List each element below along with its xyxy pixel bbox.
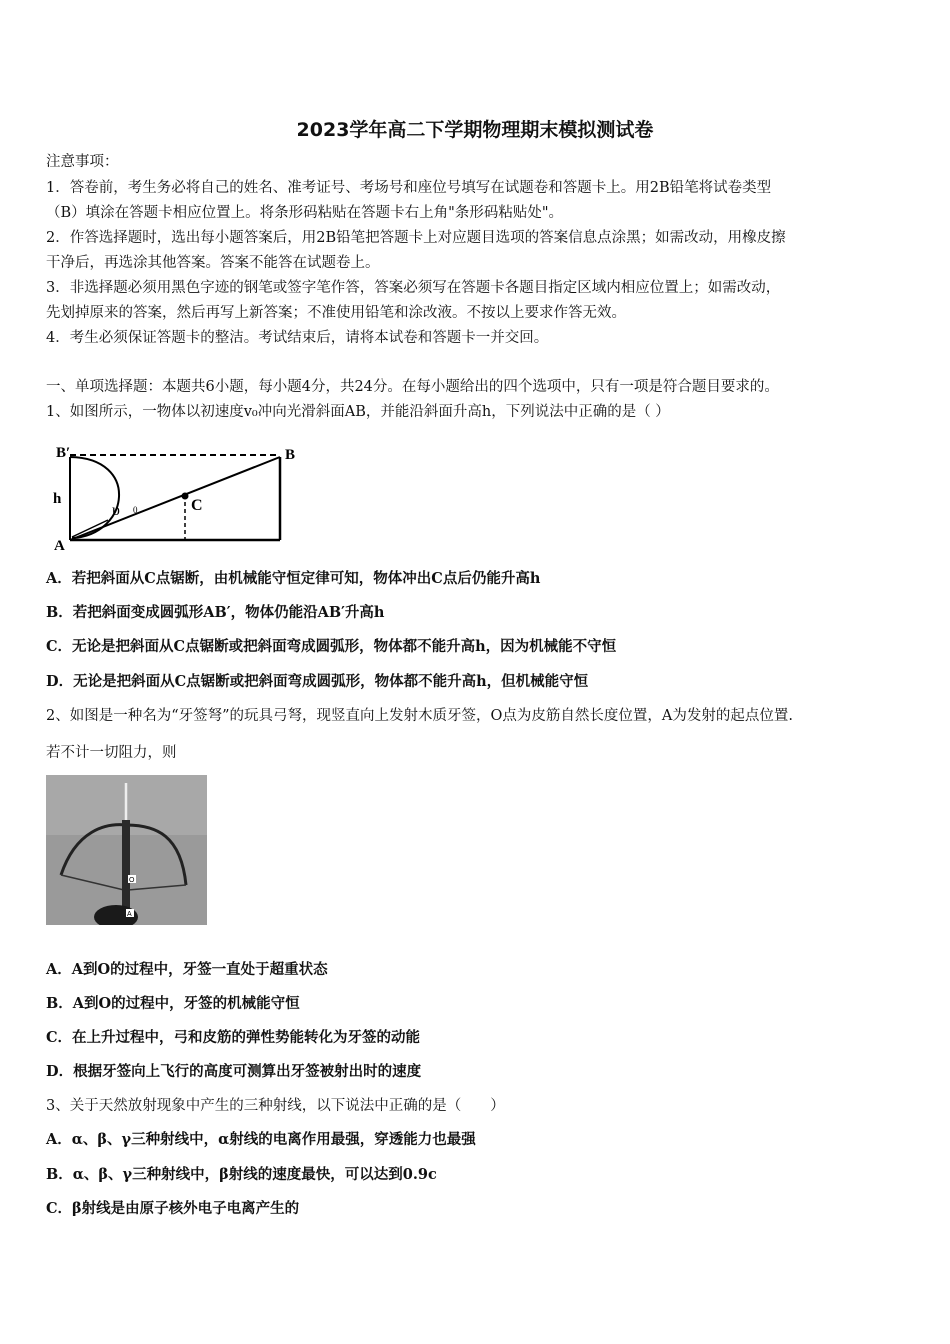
question-2-stem-continued: 若不计一切阻力，则 (46, 745, 177, 761)
q2-option-a: A．A到O的过程中，牙签一直处于超重状态 (46, 961, 328, 978)
q1-option-a: A．若把斜面从C点锯断，由机械能守恒定律可知，物体冲出C点后仍能升高h (46, 570, 541, 587)
label-v: υ (112, 502, 120, 519)
notice-line: 干净后，再选涂其他答案。答案不能答在试题卷上。 (46, 255, 380, 271)
label-b: B (285, 447, 296, 463)
notice-heading: 注意事项： (46, 154, 119, 170)
q3-option-b: B．α、β、γ三种射线中，β射线的速度最快，可以达到0.9c (46, 1166, 437, 1183)
point-c-dot (182, 493, 189, 500)
incline-figure (50, 440, 310, 555)
crossbow-stock (122, 820, 130, 920)
page-title: 2023学年高二下学期物理期末模拟测试卷 (296, 119, 654, 141)
q1-option-c: C．无论是把斜面从C点锯断或把斜面弯成圆弧形，物体都不能升高h，因为机械能不守恒 (46, 638, 617, 655)
crossbow-drawing (46, 775, 207, 925)
q3-option-c: C．β射线是由原子核外电子电离产生的 (46, 1200, 300, 1217)
notice-line: 3．非选择题必须用黑色字迹的钢笔或签字笔作答，答案必须写在答题卡各题目指定区域内相应位置上；如需改动， (46, 280, 781, 296)
label-c: C (191, 497, 203, 514)
section-heading: 一、单项选择题：本题共6小题，每小题4分，共24分。在每小题给出的四个选项中，只有一项是符合题目要求的。 (46, 379, 779, 395)
q1-option-b: B．若把斜面变成圆弧形AB′，物体仍能沿AB′升高h (46, 604, 385, 621)
label-zero: 0 (133, 505, 138, 515)
notice-line: （B）填涂在答题卡相应位置上。将条形码粘贴在答题卡右上角"条形码粘贴处"。 (46, 205, 563, 221)
question-1-stem: 1、如图所示，一物体以初速度v₀冲向光滑斜面AB，并能沿斜面升高h，下列说法中正确的是（ ） (46, 404, 670, 420)
q3-option-a: A．α、β、γ三种射线中，α射线的电离作用最强，穿透能力也最强 (46, 1131, 476, 1148)
q2-option-b: B．A到O的过程中，牙签的机械能守恒 (46, 995, 300, 1012)
notice-line: 4．考生必须保证答题卡的整洁。考试结束后，请将本试卷和答题卡一并交回。 (46, 330, 549, 346)
label-b-prime: B′ (56, 445, 71, 461)
q1-option-d: D．无论是把斜面从C点锯断或把斜面弯成圆弧形，物体都不能升高h，但机械能守恒 (46, 673, 589, 690)
crossbow-photo (46, 775, 207, 925)
q2-option-c: C．在上升过程中，弓和皮筋的弹性势能转化为牙签的动能 (46, 1029, 421, 1046)
notice-line: 2．作答选择题时，选出每小题答案后，用2B铅笔把答题卡上对应题目选项的答案信息点涂黑；如需改动，用橡皮擦 (46, 230, 786, 246)
label-a: A (54, 538, 65, 554)
q2-option-d: D．根据牙签向上飞行的高度可测算出牙签被射出时的速度 (46, 1063, 422, 1080)
label-h: h (53, 491, 62, 507)
notice-line: 先划掉原来的答案，然后再写上新答案；不准使用铅笔和涂改液。不按以上要求作答无效。 (46, 305, 626, 321)
question-2-stem: 2、如图是一种名为“牙签弩”的玩具弓弩，现竖直向上发射木质牙签，O点为皮筋自然长度位置，A为发射的起点位置. (46, 708, 794, 724)
notice-line: 1．答卷前，考生务必将自己的姓名、准考证号、考场号和座位号填写在试题卷和答题卡上。用2B铅笔将试卷类型 (46, 180, 772, 196)
photo-label-o: O (129, 877, 135, 884)
photo-label-a: A (127, 911, 132, 918)
question-3-stem: 3、关于天然放射现象中产生的三种射线，以下说法中正确的是（ ） (46, 1098, 505, 1114)
